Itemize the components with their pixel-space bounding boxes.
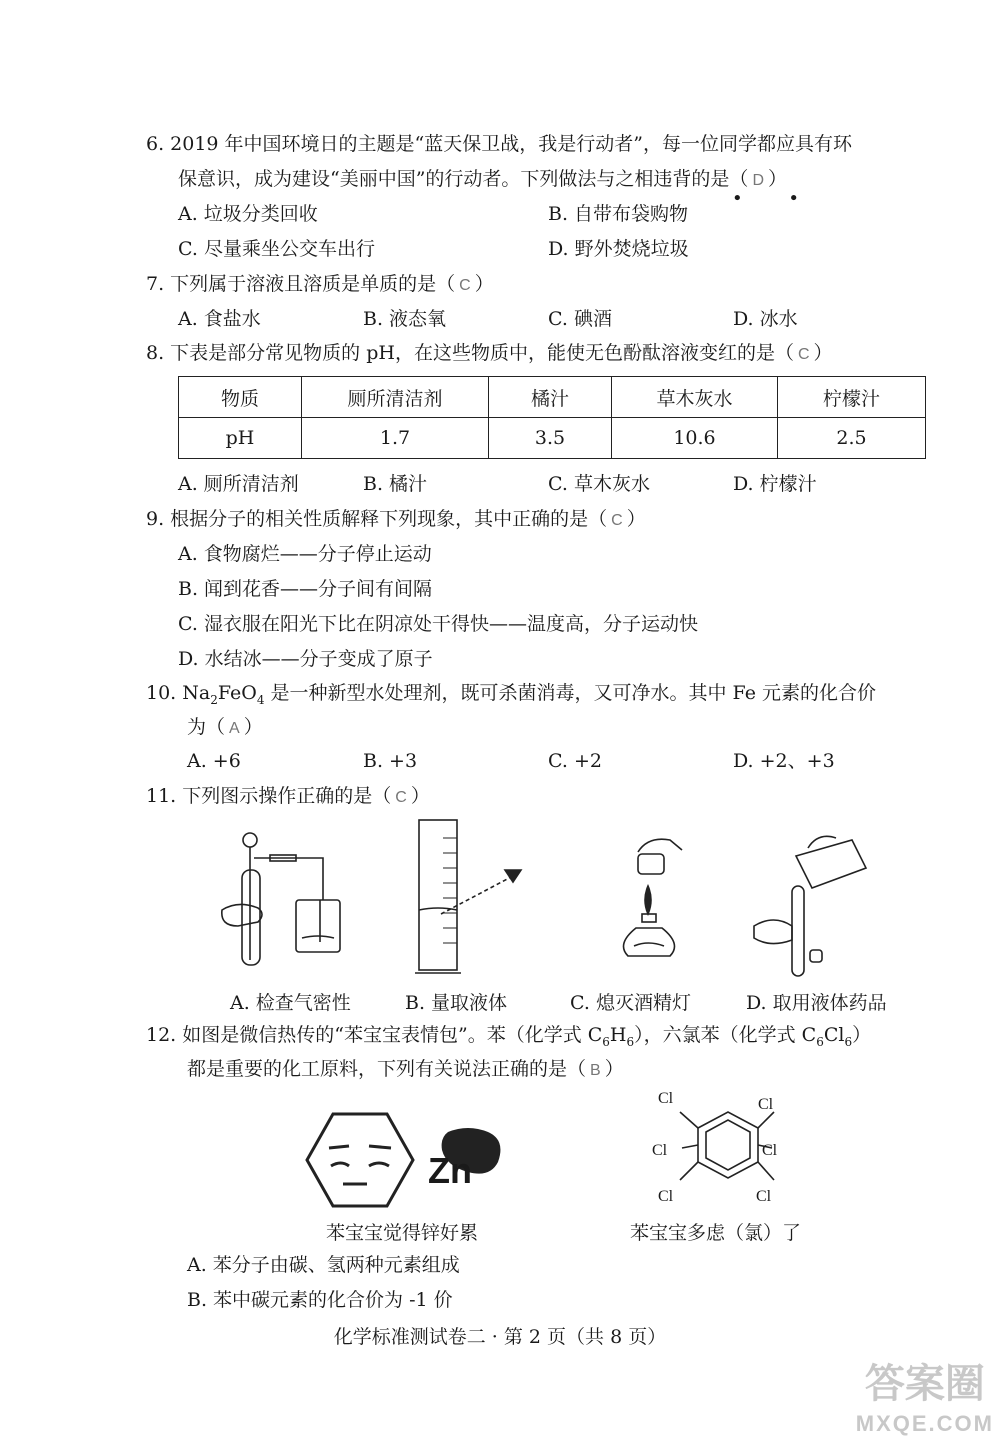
q9-stem: [146, 506, 646, 534]
q11-stem-text: 11. 下列图示操作正确的是（: [146, 785, 392, 807]
table-cell: 物质: [179, 377, 302, 418]
q12-stem-text2: 都是重要的化工原料，下列有关说法正确的是（: [187, 1058, 587, 1080]
formula-subscript: 2: [210, 692, 218, 707]
watermark-main: 答案圈: [864, 1362, 985, 1406]
q11-caption-a: A. 检查气密性: [230, 992, 351, 1014]
q12-number: 12.: [146, 1024, 177, 1046]
eye-icon: [505, 870, 521, 882]
q6-option-c: C. 尽量乘坐公交车出行: [178, 238, 375, 260]
figure-b-measure: [413, 818, 543, 978]
q6-stem-line2: [178, 166, 787, 194]
benzene-face-figure: [305, 1112, 415, 1208]
q9-answer: C: [611, 512, 623, 529]
q9-option-c: C. 湿衣服在阳光下比在阴凉处干得快——温度高，分子运动快: [178, 613, 698, 635]
q12-caption-right: 苯宝宝多虑（氯）了: [630, 1222, 802, 1244]
table-row: [179, 377, 926, 418]
q6-answer: D: [752, 172, 764, 189]
q8-option-a: A. 厕所清洁剂: [178, 473, 299, 495]
q7-option-c: C. 碘酒: [548, 308, 612, 330]
q10-option-d: D. +2、+3: [733, 750, 835, 772]
cl-label: Cl: [756, 1188, 772, 1205]
cl-label: Cl: [652, 1142, 668, 1159]
q7-close-paren: ）: [474, 273, 494, 295]
q12-stem-line1: [146, 1022, 871, 1055]
table-cell: 厕所清洁剂: [302, 377, 489, 418]
q10-number: 10.: [146, 682, 177, 704]
q8-close-paren: ）: [813, 342, 833, 364]
q8-option-c: C. 草木灰水: [548, 473, 650, 495]
table-cell: 3.5: [489, 418, 612, 459]
q12-text: Cl: [823, 1024, 845, 1046]
table-cell: 10.6: [612, 418, 778, 459]
cl-label: Cl: [762, 1142, 778, 1159]
q12-answer: B: [590, 1062, 601, 1079]
q8-option-d: D. 柠檬汁: [733, 473, 817, 495]
table-row: [179, 418, 926, 459]
q11-caption-d: D. 取用液体药品: [746, 992, 887, 1014]
formula-subscript: 6: [844, 1034, 853, 1049]
q6-option-b: B. 自带布袋购物: [548, 203, 689, 225]
q6-option-a: A. 垃圾分类回收: [178, 203, 318, 225]
q12-text: H: [609, 1024, 627, 1046]
q12-option-b: B. 苯中碳元素的化合价为 -1 价: [187, 1289, 453, 1311]
q10-formula: [182, 682, 265, 707]
page-footer: 化学标准测试卷二 · 第 2 页（共 8 页）: [333, 1326, 667, 1348]
q10-stem-text2: 为（: [187, 716, 226, 738]
emphasis-dots: • •: [732, 188, 819, 209]
q10-option-b: B. +3: [363, 750, 418, 772]
q7-stem-text: 7. 下列属于溶液且溶质是单质的是（: [146, 273, 456, 295]
formula-subscript: 6: [816, 1034, 824, 1049]
q7-option-d: D. 冰水: [733, 308, 798, 330]
figure-d-pour: [752, 828, 872, 978]
q7-option-a: A. 食盐水: [178, 308, 261, 330]
watermark-sub: MXQE.COM: [855, 1411, 994, 1436]
formula-subscript: 6: [602, 1034, 610, 1049]
q10-answer: A: [229, 720, 240, 737]
q12-text: 如图是微信热传的“苯宝宝表情包”。苯（化学式 C: [182, 1024, 603, 1046]
q11-stem: [146, 783, 430, 811]
bottle-stopper-icon: [810, 950, 822, 962]
q10-close-paren: ）: [243, 716, 263, 738]
q6-stem-line1: 6. 2019 年中国环境日的主题是“蓝天保卫战，我是行动者”，每一位同学都应具有环: [146, 133, 852, 155]
q9-option-b: B. 闻到花香——分子间有间隔: [178, 578, 433, 600]
formula-subscript: 4: [256, 692, 265, 707]
q10-stem-line1: [146, 680, 876, 713]
q10-stem-line2: [187, 714, 263, 742]
cl-label: Cl: [658, 1090, 674, 1107]
figure-a-airtightness: [218, 830, 348, 970]
watermark-logo: [856, 1364, 994, 1444]
q12-option-a: A. 苯分子由碳、氢两种元素组成: [187, 1254, 460, 1276]
q11-answer: C: [395, 789, 407, 806]
q12-text: ）: [852, 1024, 872, 1046]
q7-answer: C: [459, 277, 471, 294]
funnel-bulb-icon: [243, 833, 257, 847]
formula-part: FeO: [217, 682, 257, 704]
q9-stem-text: 9. 根据分子的相关性质解释下列现象，其中正确的是（: [146, 508, 608, 530]
table-cell: 柠檬汁: [778, 377, 926, 418]
table-cell: 2.5: [778, 418, 926, 459]
q12-text: ），六氯苯（化学式 C: [634, 1024, 817, 1046]
q9-close-paren: ）: [626, 508, 646, 530]
q6-option-d: D. 野外焚烧垃圾: [548, 238, 689, 260]
table-cell: 1.7: [302, 418, 489, 459]
q8-answer: C: [797, 346, 810, 363]
formula-subscript: 6: [626, 1034, 635, 1049]
q8-stem: [146, 340, 833, 368]
figure-c-extinguish: [598, 828, 708, 978]
table-cell: 草木灰水: [612, 377, 778, 418]
cl-label: Cl: [658, 1188, 674, 1205]
q7-option-b: B. 液态氧: [363, 308, 447, 330]
zinc-label: Zn: [428, 1150, 472, 1191]
q12-caption-left: 苯宝宝觉得锌好累: [326, 1222, 479, 1244]
q12-stem-line2: [187, 1056, 624, 1084]
q11-close-paren: ）: [410, 785, 430, 807]
q6-stem-text: 保意识，成为建设“美丽中国”的行动者。下列做法与之相违背的是（: [178, 168, 749, 190]
q12-close-paren: ）: [604, 1058, 624, 1080]
q11-caption-c: C. 熄灭酒精灯: [570, 992, 691, 1014]
q8-option-b: B. 橘汁: [363, 473, 428, 495]
q6-close-paren: ）: [768, 168, 788, 190]
flame-icon: [645, 886, 651, 914]
ph-table: [178, 376, 926, 459]
formula-part: Na: [182, 682, 211, 704]
q11-caption-b: B. 量取液体: [405, 992, 508, 1014]
table-cell: pH: [179, 418, 302, 459]
q9-option-d: D. 水结冰——分子变成了原子: [178, 648, 433, 670]
q10-stem-text: 是一种新型水处理剂，既可杀菌消毒，又可净水。其中 Fe 元素的化合价: [264, 682, 876, 704]
q9-option-a: A. 食物腐烂——分子停止运动: [178, 543, 432, 565]
q10-option-a: A. +6: [187, 750, 241, 772]
q10-option-c: C. +2: [548, 750, 602, 772]
cl-label: Cl: [758, 1096, 774, 1113]
q7-stem: [146, 271, 494, 299]
q8-stem-text: 8. 下表是部分常见物质的 pH，在这些物质中，能使无色酚酞溶液变红的是（: [146, 342, 794, 364]
table-cell: 橘汁: [489, 377, 612, 418]
